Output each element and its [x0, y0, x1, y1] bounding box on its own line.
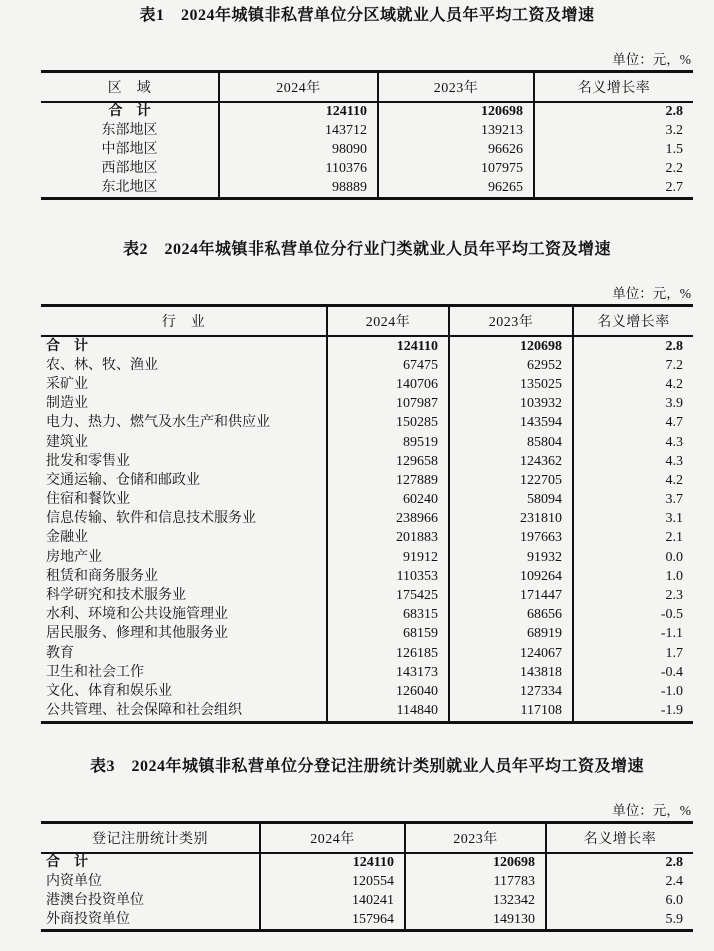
table-row — [41, 159, 693, 178]
column-header: 行 业 — [41, 305, 327, 336]
row-label: 制造业 — [41, 395, 327, 414]
value-growth: 1.0 — [665, 568, 683, 584]
value-2023: 122705 — [449, 471, 573, 490]
table3-title: 表3 2024年城镇非私营单位分登记注册统计类别就业人员年平均工资及增速 — [89, 757, 644, 775]
value-growth: 2.1 — [665, 530, 683, 546]
value-2023: 96626 — [378, 141, 534, 160]
table-row — [41, 873, 693, 892]
row-label: 采矿业 — [41, 375, 327, 394]
table1-region-wages — [41, 70, 693, 200]
value-growth: 4.3 — [665, 453, 683, 469]
value-2023: 96265 — [378, 178, 534, 198]
value-2023: 62952 — [449, 356, 573, 375]
row-label: 外商投资单位 — [41, 910, 260, 930]
table-row — [41, 471, 693, 490]
value-2024: 157964 — [260, 910, 405, 930]
table-row — [41, 529, 693, 548]
row-label: 金融业 — [41, 529, 327, 548]
table-row — [41, 414, 693, 433]
column-header: 名义增长率 — [573, 305, 693, 336]
value-growth: 3.1 — [665, 511, 683, 527]
table-row — [41, 625, 693, 644]
value-2023: 120698 — [378, 102, 534, 122]
value-2023: 117108 — [449, 702, 573, 723]
row-label: 卫生和社会工作 — [41, 663, 327, 682]
value-growth: 2.4 — [665, 873, 683, 889]
value-2023: 68656 — [449, 606, 573, 625]
value-2024: 89519 — [327, 433, 449, 452]
value-2024: 110376 — [219, 159, 378, 178]
table-row — [41, 141, 693, 160]
value-2023: 85804 — [449, 433, 573, 452]
row-label: 房地产业 — [41, 548, 327, 567]
table-row — [41, 586, 693, 605]
value-2024: 124110 — [327, 336, 449, 356]
value-2024: 238966 — [327, 510, 449, 529]
value-2023: 58094 — [449, 490, 573, 509]
value-growth: 3.9 — [665, 396, 683, 412]
table-row — [41, 910, 693, 930]
table1-title: 表1 2024年城镇非私营单位分区域就业人员年平均工资及增速 — [139, 7, 595, 24]
value-2024: 126040 — [327, 682, 449, 701]
value-growth: 4.2 — [665, 472, 683, 488]
row-label: 东部地区 — [41, 122, 219, 141]
value-2024: 98889 — [219, 178, 378, 198]
value-growth: 2.8 — [665, 104, 683, 120]
value-2024: 110353 — [327, 567, 449, 586]
value-growth: -0.4 — [660, 664, 683, 680]
value-2024: 107987 — [327, 395, 449, 414]
value-growth: 2.2 — [665, 160, 683, 176]
value-2024: 124110 — [260, 853, 405, 873]
row-label: 居民服务、修理和其他服务业 — [41, 625, 327, 644]
value-growth: 7.2 — [665, 357, 683, 373]
table-row — [41, 433, 693, 452]
column-header: 登记注册统计类别 — [41, 822, 260, 853]
value-growth: 3.2 — [665, 123, 683, 139]
value-2023: 197663 — [449, 529, 573, 548]
value-2024: 124110 — [219, 102, 378, 122]
value-growth: -1.0 — [660, 683, 683, 699]
value-growth: 4.2 — [665, 376, 683, 392]
value-growth: 0.0 — [665, 549, 683, 565]
value-2023: 117783 — [405, 873, 546, 892]
value-2024: 98090 — [219, 141, 378, 160]
value-2023: 143594 — [449, 414, 573, 433]
value-growth: 2.7 — [665, 179, 683, 195]
row-label: 建筑业 — [41, 433, 327, 452]
value-2024: 126185 — [327, 644, 449, 663]
column-header: 2024年 — [219, 72, 378, 103]
value-growth: 3.7 — [665, 492, 683, 508]
value-2024: 68159 — [327, 625, 449, 644]
table-row — [41, 567, 693, 586]
table2-industry-wages — [41, 304, 693, 724]
value-2024: 67475 — [327, 356, 449, 375]
table2-title: 表2 2024年城镇非私营单位分行业门类就业人员年平均工资及增速 — [122, 240, 611, 258]
row-label: 电力、热力、燃气及水生产和供应业 — [41, 414, 327, 433]
column-header: 2024年 — [327, 305, 449, 336]
value-2024: 201883 — [327, 529, 449, 548]
table3-section — [41, 757, 693, 932]
table2-section — [41, 240, 693, 724]
table-row — [41, 548, 693, 567]
value-2023: 120698 — [405, 853, 546, 873]
header-row — [41, 72, 693, 103]
row-label: 合 计 — [41, 102, 219, 122]
value-2023: 143818 — [449, 663, 573, 682]
column-header: 名义增长率 — [534, 72, 693, 103]
value-2024: 150285 — [327, 414, 449, 433]
table-row — [41, 122, 693, 141]
value-2024: 68315 — [327, 606, 449, 625]
value-growth: -0.5 — [660, 607, 683, 623]
table-row — [41, 395, 693, 414]
table2-unit-note: 单位：元，% — [612, 285, 691, 301]
row-label: 信息传输、软件和信息技术服务业 — [41, 510, 327, 529]
row-label: 教育 — [41, 644, 327, 663]
value-growth: 2.8 — [665, 338, 683, 354]
value-2024: 120554 — [260, 873, 405, 892]
value-2023: 135025 — [449, 375, 573, 394]
row-label: 文化、体育和娱乐业 — [41, 682, 327, 701]
table-row — [41, 510, 693, 529]
row-label: 合 计 — [41, 336, 327, 356]
value-2024: 127889 — [327, 471, 449, 490]
value-2023: 124067 — [449, 644, 573, 663]
row-label: 水利、环境和公共设施管理业 — [41, 606, 327, 625]
value-growth: 5.9 — [665, 911, 683, 927]
row-label: 中部地区 — [41, 141, 219, 160]
table3-registration-wages — [41, 821, 693, 932]
row-label: 租赁和商务服务业 — [41, 567, 327, 586]
value-growth: -1.1 — [660, 626, 683, 642]
table-row — [41, 682, 693, 701]
table-row — [41, 452, 693, 471]
value-2024: 140241 — [260, 891, 405, 910]
value-2024: 140706 — [327, 375, 449, 394]
value-growth: 6.0 — [665, 892, 683, 908]
row-label: 科学研究和技术服务业 — [41, 586, 327, 605]
table-row — [41, 102, 693, 122]
value-2024: 114840 — [327, 702, 449, 723]
value-2023: 231810 — [449, 510, 573, 529]
row-label: 西部地区 — [41, 159, 219, 178]
table-row — [41, 644, 693, 663]
value-2024: 143173 — [327, 663, 449, 682]
row-label: 合 计 — [41, 853, 260, 873]
value-2023: 149130 — [405, 910, 546, 930]
table-row — [41, 178, 693, 198]
table-row — [41, 375, 693, 394]
value-2023: 139213 — [378, 122, 534, 141]
column-header: 2023年 — [378, 72, 534, 103]
table-row — [41, 891, 693, 910]
value-growth: 4.7 — [665, 415, 683, 431]
row-label: 住宿和餐饮业 — [41, 490, 327, 509]
row-label: 公共管理、社会保障和社会组织 — [41, 702, 327, 723]
value-2023: 127334 — [449, 682, 573, 701]
value-growth: 1.5 — [665, 141, 683, 157]
row-label: 交通运输、仓储和邮政业 — [41, 471, 327, 490]
value-2024: 129658 — [327, 452, 449, 471]
table-row — [41, 663, 693, 682]
value-2024: 175425 — [327, 586, 449, 605]
table-row — [41, 702, 693, 723]
table-row — [41, 336, 693, 356]
table-row — [41, 490, 693, 509]
document-page — [41, 0, 693, 932]
table3-unit-note: 单位：元，% — [612, 802, 691, 818]
value-2023: 109264 — [449, 567, 573, 586]
value-2023: 91932 — [449, 548, 573, 567]
value-growth: 1.7 — [665, 645, 683, 661]
column-header: 2023年 — [449, 305, 573, 336]
value-2023: 68919 — [449, 625, 573, 644]
table1-unit-note: 单位：元，% — [612, 52, 691, 67]
row-label: 农、林、牧、渔业 — [41, 356, 327, 375]
value-growth: 2.3 — [665, 588, 683, 604]
value-2024: 143712 — [219, 122, 378, 141]
header-row — [41, 822, 693, 853]
value-2024: 60240 — [327, 490, 449, 509]
column-header: 2024年 — [260, 822, 405, 853]
value-growth: 4.3 — [665, 434, 683, 450]
value-growth: -1.9 — [660, 703, 683, 719]
row-label: 内资单位 — [41, 873, 260, 892]
value-2023: 120698 — [449, 336, 573, 356]
column-header: 2023年 — [405, 822, 546, 853]
value-2024: 91912 — [327, 548, 449, 567]
row-label: 东北地区 — [41, 178, 219, 198]
value-2023: 103932 — [449, 395, 573, 414]
value-2023: 132342 — [405, 891, 546, 910]
header-row — [41, 305, 693, 336]
value-2023: 171447 — [449, 586, 573, 605]
table-row — [41, 356, 693, 375]
value-2023: 124362 — [449, 452, 573, 471]
value-growth: 2.8 — [665, 855, 683, 871]
value-2023: 107975 — [378, 159, 534, 178]
column-header: 区 域 — [41, 72, 219, 103]
column-header: 名义增长率 — [546, 822, 693, 853]
table-row — [41, 606, 693, 625]
table1-section — [41, 6, 693, 200]
row-label: 批发和零售业 — [41, 452, 327, 471]
table-row — [41, 853, 693, 873]
row-label: 港澳台投资单位 — [41, 891, 260, 910]
